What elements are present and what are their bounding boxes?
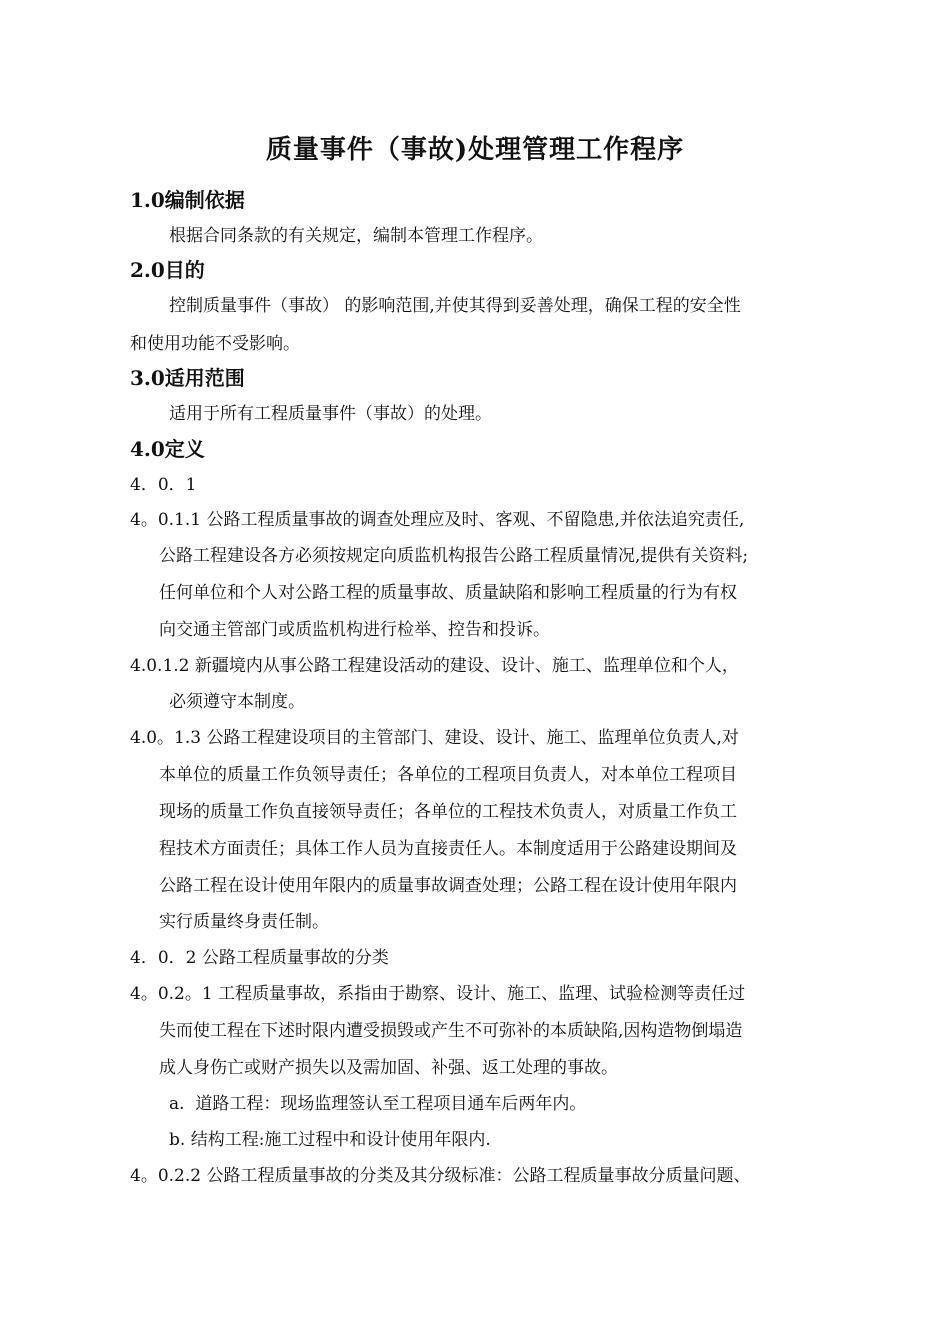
clause-4-0-1-1-line-2: 公路工程建设各方必须按规定向质监机构报告公路工程质量情况,提供有关资料; <box>159 546 749 566</box>
clause-4-0-1: 4．0．1 <box>130 475 197 495</box>
clause-4-0-2-1-line-3: 成人身伤亡或财产损失以及需加固、补强、返工处理的事故。 <box>159 1058 618 1078</box>
clause-4-0-1-2-line-2: 必须遵守本制度。 <box>169 692 305 712</box>
list-item-b: b. 结构工程:施工过程中和设计使用年限内. <box>169 1130 491 1150</box>
clause-4-0-1-1-line-3: 任何单位和个人对公路工程的质量事故、质量缺陷和影响工程质量的行为有权 <box>159 583 737 603</box>
clause-4-0-2: 4．0．2 公路工程质量事故的分类 <box>130 948 389 968</box>
clause-4-0-2-2-line-1: 4。0.2.2 公路工程质量事故的分类及其分级标准：公路工程质量事故分质量问题、 <box>130 1166 751 1186</box>
section-basis-text: 根据合同条款的有关规定，编制本管理工作程序。 <box>169 226 543 246</box>
clause-4-0-1-3-line-1: 4.0。1.3 公路工程建设项目的主管部门、建设、设计、施工、监理单位负责人,对 <box>130 728 739 748</box>
section-heading-purpose: 2.0目的 <box>130 258 205 282</box>
section-scope-text: 适用于所有工程质量事件（事故）的处理。 <box>169 404 492 424</box>
clause-4-0-1-3-line-4: 程技术方面责任；具体工作人员为直接责任人。本制度适用于公路建设期间及 <box>159 839 737 859</box>
section-heading-definition: 4.0定义 <box>130 437 205 461</box>
clause-4-0-2-1-line-2: 失而使工程在下述时限内遭受损毁或产生不可弥补的本质缺陷,因构造物倒塌造 <box>159 1021 743 1041</box>
section-purpose-text-2: 和使用功能不受影响。 <box>130 334 300 354</box>
clause-4-0-1-3-line-3: 现场的质量工作负直接领导责任；各单位的工程技术负责人，对质量工作负工 <box>159 802 737 822</box>
clause-4-0-1-3-line-6: 实行质量终身责任制。 <box>159 912 329 932</box>
section-heading-scope: 3.0适用范围 <box>130 366 245 390</box>
list-item-a: a. 道路工程：现场监理签认至工程项目通车后两年内。 <box>169 1094 587 1114</box>
clause-4-0-1-2-line-1: 4.0.1.2 新疆境内从事公路工程建设活动的建设、设计、施工、监理单位和个人， <box>130 656 739 676</box>
clause-4-0-2-1-line-1: 4。0.2。1 工程质量事故，系指由于勘察、设计、施工、监理、试验检测等责任过 <box>130 984 746 1004</box>
clause-4-0-1-1-line-4: 向交通主管部门或质监机构进行检举、控告和投诉。 <box>159 620 550 640</box>
section-purpose-text-1: 控制质量事件（事故） 的影响范围,并使其得到妥善处理，确保工程的安全性 <box>169 296 741 316</box>
section-heading-basis: 1.0编制依据 <box>130 188 245 212</box>
clause-4-0-1-1-line-1: 4。0.1.1 公路工程质量事故的调查处理应及时、客观、不留隐患,并依法追究责任, <box>130 510 745 530</box>
clause-4-0-1-3-line-5: 公路工程在设计使用年限内的质量事故调查处理；公路工程在设计使用年限内 <box>159 876 737 896</box>
clause-4-0-1-3-line-2: 本单位的质量工作负领导责任；各单位的工程项目负责人，对本单位工程项目 <box>159 765 737 785</box>
document-title: 质量事件（事故)处理管理工作程序 <box>265 135 685 165</box>
